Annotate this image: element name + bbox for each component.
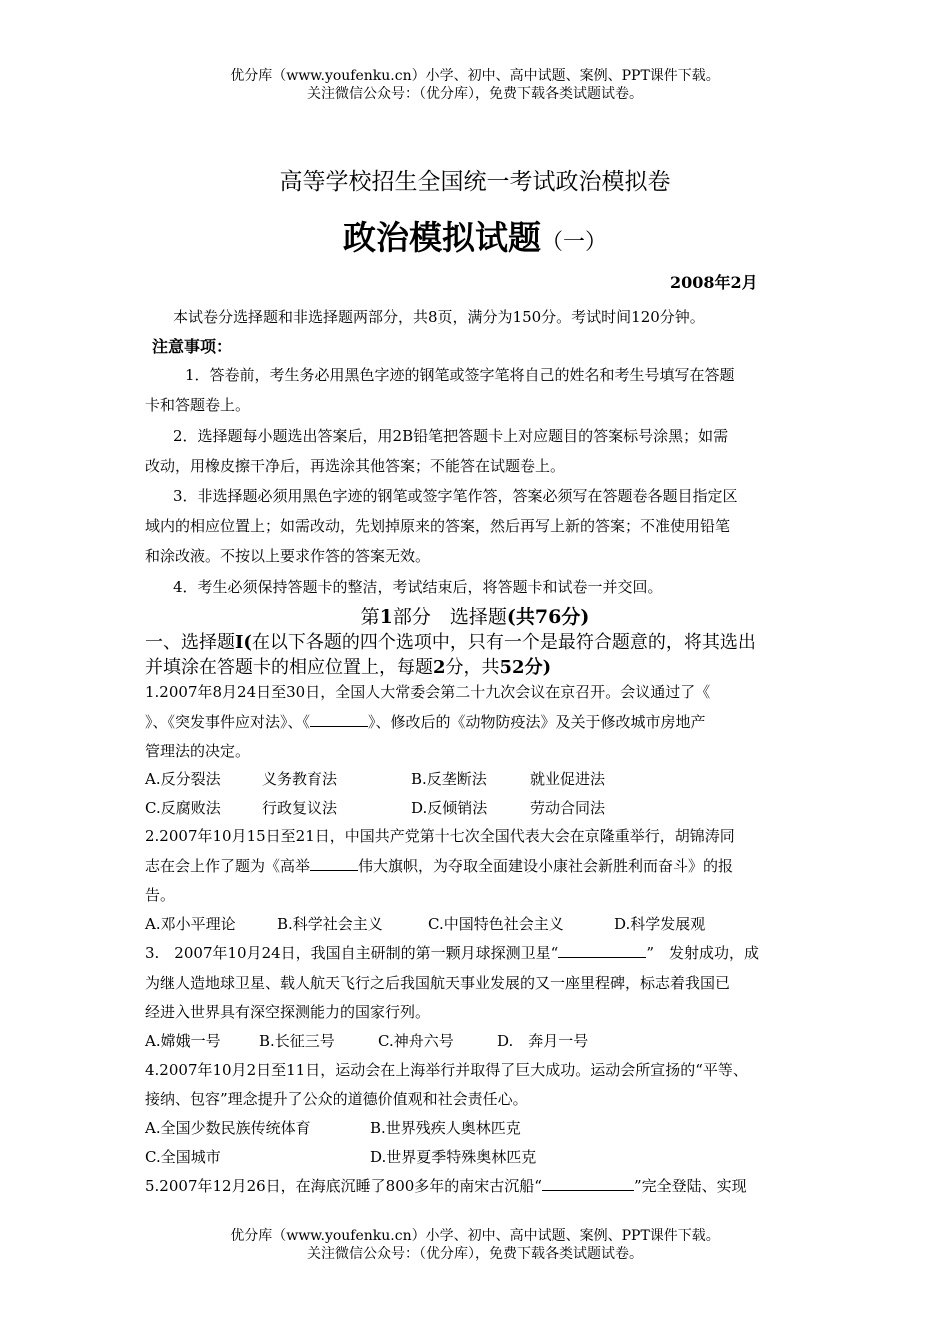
option-c: C.中国特色社会主义	[428, 915, 564, 933]
paper-title-sub: （一）	[540, 230, 607, 255]
page-header	[0, 67, 950, 103]
question-2-line: 2.2007年10月15日至21日，中国共产党第十七次全国代表大会在京隆重举行，胡锦涛同	[145, 827, 735, 845]
option-b: B.科学社会主义	[277, 915, 383, 933]
option-a: A.嫦娥一号	[145, 1032, 221, 1050]
page-footer	[0, 1227, 950, 1263]
instr-total: 52	[499, 657, 525, 678]
question-2-line: 告。	[145, 886, 176, 904]
option-d: D. 奔月一号	[497, 1032, 589, 1050]
notice-line: 3．非选择题必须用黑色字迹的钢笔或签字笔作答，答案必须写在答题卷各题目指定区	[173, 487, 738, 505]
answer-blank	[558, 943, 646, 958]
notice-line: 1．答卷前，考生务必用黑色字迹的钢笔或签字笔将自己的姓名和考生号填写在答题	[185, 366, 735, 384]
instr-bold: I(	[235, 632, 252, 653]
notice-line: 改动，用橡皮擦干净后，再选涂其他答案；不能答在试题卷上。	[145, 457, 566, 475]
question-4-line: 4.2007年10月2日至11日，运动会在上海举行并取得了巨大成功。运动会所宣扬的“平等、	[145, 1061, 748, 1079]
exam-date: 2008年2月	[670, 273, 758, 292]
section-number: 1	[379, 606, 393, 628]
option-c: C.全国城市	[145, 1148, 221, 1166]
q5-text: 5.2007年12月26日，在海底沉睡了800多年的南宋古沉船“	[145, 1177, 542, 1195]
header-line-1: 优分库（www.youfenku.cn）小学、初中、高中试题、案例、PPT课件下载。	[230, 68, 720, 84]
section-heading	[0, 602, 950, 629]
notice-line: 2．选择题每小题选出答案后，用2B铅笔把答题卡上对应题目的答案标号涂黑；如需	[173, 427, 729, 445]
question-5-line	[145, 1175, 747, 1196]
q2-text: 志在会上作了题为《高举	[145, 857, 311, 875]
question-4-line: 接纳、包容”理念提升了公众的道德价值观和社会责任心。	[145, 1090, 528, 1108]
option-d-detail: 劳动合同法	[530, 799, 606, 817]
q1-text: 》、修改后的《动物防疫法》及关于修改城市房地产	[368, 713, 706, 731]
instr-text: 分，共	[445, 657, 500, 678]
answer-blank	[310, 856, 358, 871]
paper-title	[0, 212, 950, 259]
option-c: C.神舟六号	[378, 1032, 454, 1050]
section-prefix: 第	[360, 606, 380, 628]
option-d: D.科学发展观	[614, 915, 706, 933]
notice-line: 卡和答题卷上。	[145, 396, 251, 414]
answer-blank	[542, 1176, 634, 1191]
footer-line-2: 关注微信公众号：（优分库），免费下载各类试题试卷。	[307, 1246, 643, 1262]
option-a: A.全国少数民族传统体育	[145, 1119, 311, 1137]
notice-heading: 注意事项：	[152, 337, 233, 356]
instr-prefix: 一、选择题	[145, 632, 235, 653]
section-score: (共76分)	[506, 606, 590, 628]
option-d: D.反倾销法	[411, 799, 488, 817]
option-b: B.世界残疾人奥林匹克	[370, 1119, 521, 1137]
question-3-line	[145, 942, 759, 963]
q5-text: ”完全登陆、实现	[633, 1177, 747, 1195]
q2-text: 伟大旗帜，为夺取全面建设小康社会新胜利而奋斗》的报	[358, 857, 734, 875]
answer-blank	[310, 712, 368, 727]
notice-line: 4．考生必须保持答题卡的整洁，考试结束后，将答题卡和试卷一并交回。	[173, 578, 663, 596]
option-a-detail: 义务教育法	[262, 770, 338, 788]
option-b: B.长征三号	[259, 1032, 335, 1050]
notice-line: 和涂改液。不按以上要求作答的答案无效。	[145, 547, 431, 565]
section-label: 部分 选择题	[392, 606, 507, 628]
question-1-line: 1.2007年8月24日至30日，全国人大常委会第二十九次会议在京召开。会议通过了《	[145, 683, 711, 701]
question-3-line: 经进入世界具有深空探测能力的国家行列。	[145, 1003, 431, 1021]
footer-line-1: 优分库（www.youfenku.cn）小学、初中、高中试题、案例、PPT课件下载。	[230, 1228, 720, 1244]
option-c: C.反腐败法	[145, 799, 221, 817]
section-instruction-2	[145, 653, 551, 679]
q3-text: 3. 2007年10月24日，我国自主研制的第一颗月球探测卫星“	[145, 944, 559, 962]
q3-text: ” 发射成功，成	[646, 944, 760, 962]
question-1-line: 管理法的决定。	[145, 742, 251, 760]
instr-text: 分)	[524, 657, 552, 678]
q1-text: 》、《突发事件应对法》、《	[145, 713, 311, 731]
instr-points: 2	[433, 657, 446, 678]
option-d: D.世界夏季特殊奥林匹克	[370, 1148, 537, 1166]
exam-title: 高等学校招生全国统一考试政治模拟卷	[279, 169, 671, 195]
option-b-detail: 就业促进法	[530, 770, 606, 788]
option-c-detail: 行政复议法	[262, 799, 338, 817]
instr-text: 并填涂在答题卡的相应位置上，每题	[145, 657, 433, 678]
section-instruction-1	[145, 628, 756, 654]
intro-text: 本试卷分选择题和非选择题两部分，共8页，满分为150分。考试时间120分钟。	[173, 308, 705, 326]
question-2-line	[145, 855, 733, 876]
question-1-line	[145, 711, 706, 732]
option-b: B.反垄断法	[411, 770, 487, 788]
header-line-2: 关注微信公众号：（优分库），免费下载各类试题试卷。	[307, 86, 643, 102]
option-a: A.反分裂法	[145, 770, 221, 788]
instr-text: 在以下各题的四个选项中，只有一个是最符合题意的，将其选出	[251, 632, 756, 653]
notice-line: 域内的相应位置上；如需改动，先划掉原来的答案，然后再写上新的答案；不准使用铅笔	[145, 517, 731, 535]
paper-title-text: 政治模拟试题	[342, 218, 541, 257]
question-3-line: 为继人造地球卫星、载人航天飞行之后我国航天事业发展的又一座里程碑，标志着我国已	[145, 974, 731, 992]
option-a: A.邓小平理论	[145, 915, 236, 933]
